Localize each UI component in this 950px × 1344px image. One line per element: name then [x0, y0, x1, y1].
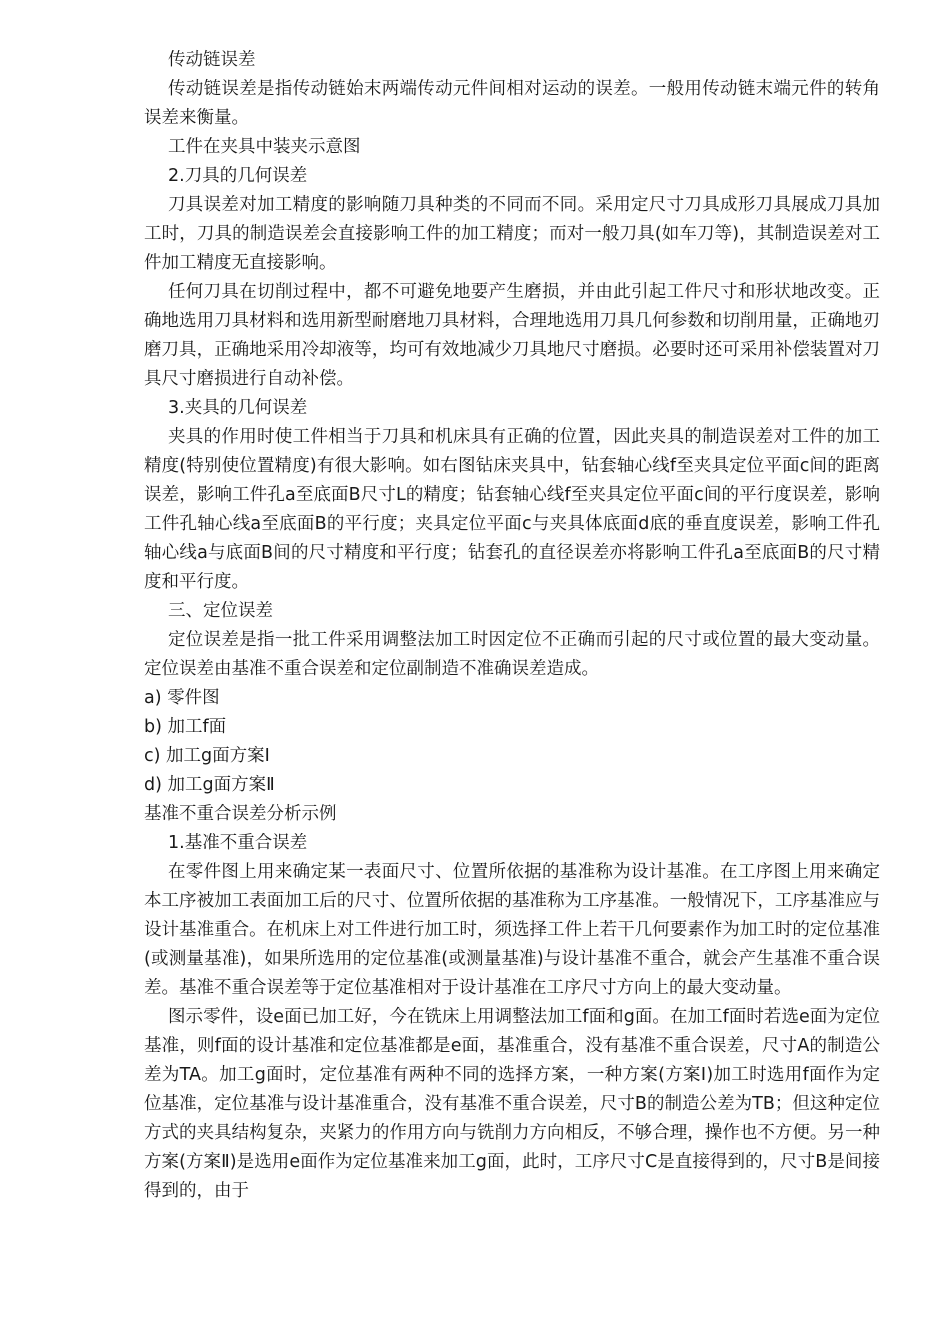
paragraph-transmission-chain-heading: 传动链误差 — [168, 50, 256, 70]
figure-label-c: c) 加工g面方案Ⅰ — [144, 746, 270, 766]
paragraph-fixture-error: 夹具的作用时使工件相当于刀具和机床具有正确的位置，因此夹具的制造误差对工件的加工精度(特别使位置精度)有很大影响。如右图钻床夹具中，钻套轴心线f至夹具定位平面c间的距离误差，影响工件孔a至底面B尺寸L的精度；钻套轴心线f至夹具定位平面c间的平行度误差，影响工件孔轴心线a至底面B的平行度；夹具定位平面c与夹具体底面d底的垂直度误差，影响工件孔轴心线a与底面B间的尺寸精度和平行度；钻套孔的直径误差亦将影响工件孔a至底面B的尺寸精度和平行度。 — [144, 427, 880, 592]
figure-label-b: b) 加工f面 — [144, 717, 227, 737]
paragraph-tool-wear: 任何刀具在切削过程中，都不可避免地要产生磨损，并由此引起工件尺寸和形状地改变。正确地选用刀具材料和选用新型耐磨地刀具材料，合理地选用刀具几何参数和切削用量，正确地刃磨刀具，正确地采用冷却液等，均可有效地减少刀具地尺寸磨损。必要时还可采用补偿装置对刀具尺寸磨损进行自动补偿。 — [144, 282, 880, 389]
document-body — [144, 46, 880, 1206]
paragraph-example-analysis: 图示零件，设e面已加工好，今在铣床上用调整法加工f面和g面。在加工f面时若选e面为定位基准，则f面的设计基准和定位基准都是e面，基准重合，没有基准不重合误差，尺寸A的制造公差为TA。加工g面时，定位基准有两种不同的选择方案，一种方案(方案Ⅰ)加工时选用f面作为定位基准，定位基准与设计基准重合，没有基准不重合误差，尺寸B的制造公差为TB；但这种定位方式的夹具结构复杂，夹紧力的作用方向与铣削力方向相反，不够合理，操作也不方便。另一种方案(方案Ⅱ)是选用e面作为定位基准来加工g面，此时，工序尺寸C是直接得到的，尺寸B是间接得到的，由于 — [144, 1007, 880, 1201]
section-heading-tool-error: 2.刀具的几何误差 — [168, 166, 308, 186]
paragraph-positioning-error: 定位误差是指一批工件采用调整法加工时因定位不正确而引起的尺寸或位置的最大变动量。定位误差由基准不重合误差和定位副制造不准确误差造成。 — [144, 630, 880, 679]
section-heading-fixture-error: 3.夹具的几何误差 — [168, 398, 308, 418]
paragraph-transmission-chain-definition: 传动链误差是指传动链始末两端传动元件间相对运动的误差。一般用传动链末端元件的转角误差来衡量。 — [144, 79, 880, 128]
section-heading-datum-mismatch: 1.基准不重合误差 — [168, 833, 308, 853]
figure-caption-datum-example: 基准不重合误差分析示例 — [144, 804, 337, 824]
paragraph-datum-definition: 在零件图上用来确定某一表面尺寸、位置所依据的基准称为设计基准。在工序图上用来确定本工序被加工表面加工后的尺寸、位置所依据的基准称为工序基准。一般情况下，工序基准应与设计基准重合。在机床上对工件进行加工时，须选择工件上若干几何要素作为加工时的定位基准(或测量基准)，如果所选用的定位基准(或测量基准)与设计基准不重合，就会产生基准不重合误差。基准不重合误差等于定位基准相对于设计基准在工序尺寸方向上的最大变动量。 — [144, 862, 880, 998]
paragraph-tool-error: 刀具误差对加工精度的影响随刀具种类的不同而不同。采用定尺寸刀具成形刀具展成刀具加工时，刀具的制造误差会直接影响工件的加工精度；而对一般刀具(如车刀等)，其制造误差对工件加工精度无直接影响。 — [144, 195, 880, 273]
paragraph-fixture-caption: 工件在夹具中装夹示意图 — [168, 137, 361, 157]
figure-label-d: d) 加工g面方案Ⅱ — [144, 775, 275, 795]
section-heading-positioning-error: 三、定位误差 — [168, 601, 273, 621]
figure-label-a: a) 零件图 — [144, 688, 220, 708]
